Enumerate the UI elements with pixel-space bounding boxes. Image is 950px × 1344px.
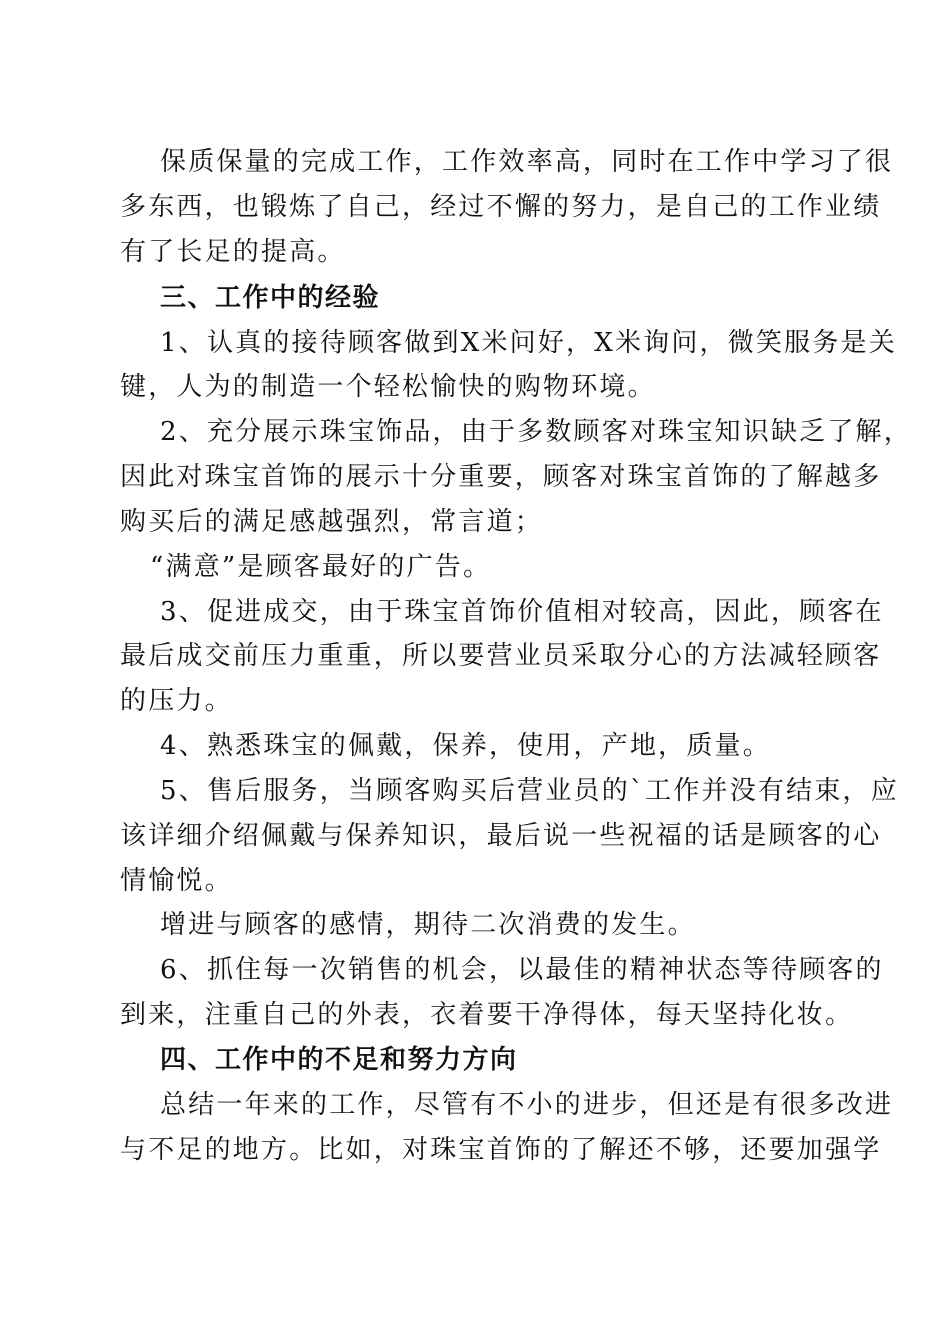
paragraph-line: 与不足的地方。比如，对珠宝首饰的了解还不够，还要加强学 [120, 1135, 882, 1165]
paragraph-line: 购买后的满足感越强烈，常言道； [120, 507, 544, 537]
section-heading-shortcomings: 四、工作中的不足和努力方向 [160, 1045, 518, 1075]
section-heading-experience: 三、工作中的经验 [160, 283, 381, 313]
paragraph-line: 保质保量的完成工作，工作效率高，同时在工作中学习了很 [160, 147, 894, 177]
paragraph-line: 该详细介绍佩戴与保养知识，最后说一些祝福的话是顾客的心 [120, 821, 882, 851]
paragraph-line: 的压力。 [120, 686, 233, 716]
paragraph-line: 增进与顾客的感情，期待二次消费的发生。 [160, 910, 696, 940]
paragraph-line: 最后成交前压力重重，所以要营业员采取分心的方法减轻顾客 [120, 641, 882, 671]
paragraph-line: 1、认真的接待顾客做到X米问好，X米询问，微笑服务是关 [160, 328, 897, 358]
paragraph-line: “满意”是顾客最好的广告。 [150, 552, 492, 582]
paragraph-line: 4、熟悉珠宝的佩戴，保养，使用，产地，质量。 [160, 731, 771, 761]
paragraph-line: 情愉悦。 [120, 866, 233, 896]
paragraph-line: 键，人为的制造一个轻松愉快的购物环境。 [120, 372, 656, 402]
paragraph-line: 6、抓住每一次销售的机会，以最佳的精神状态等待顾客的 [160, 955, 884, 985]
paragraph-line: 因此对珠宝首饰的展示十分重要，顾客对珠宝首饰的了解越多 [120, 462, 882, 492]
paragraph-line: 3、促进成交，由于珠宝首饰价值相对较高，因此，顾客在 [160, 597, 884, 627]
paragraph-line: 总结一年来的工作，尽管有不小的进步，但还是有很多改进 [160, 1090, 894, 1120]
paragraph-line: 多东西，也锻炼了自己，经过不懈的努力，是自己的工作业绩 [120, 192, 882, 222]
paragraph-line: 5、售后服务，当顾客购买后营业员的`工作并没有结束，应 [160, 776, 899, 806]
paragraph-line: 到来，注重自己的外表，衣着要干净得体，每天坚持化妆。 [120, 1000, 854, 1030]
paragraph-line: 有了长足的提高。 [120, 237, 346, 267]
paragraph-line: 2、充分展示珠宝饰品，由于多数顾客对珠宝知识缺乏了解， [160, 417, 912, 447]
